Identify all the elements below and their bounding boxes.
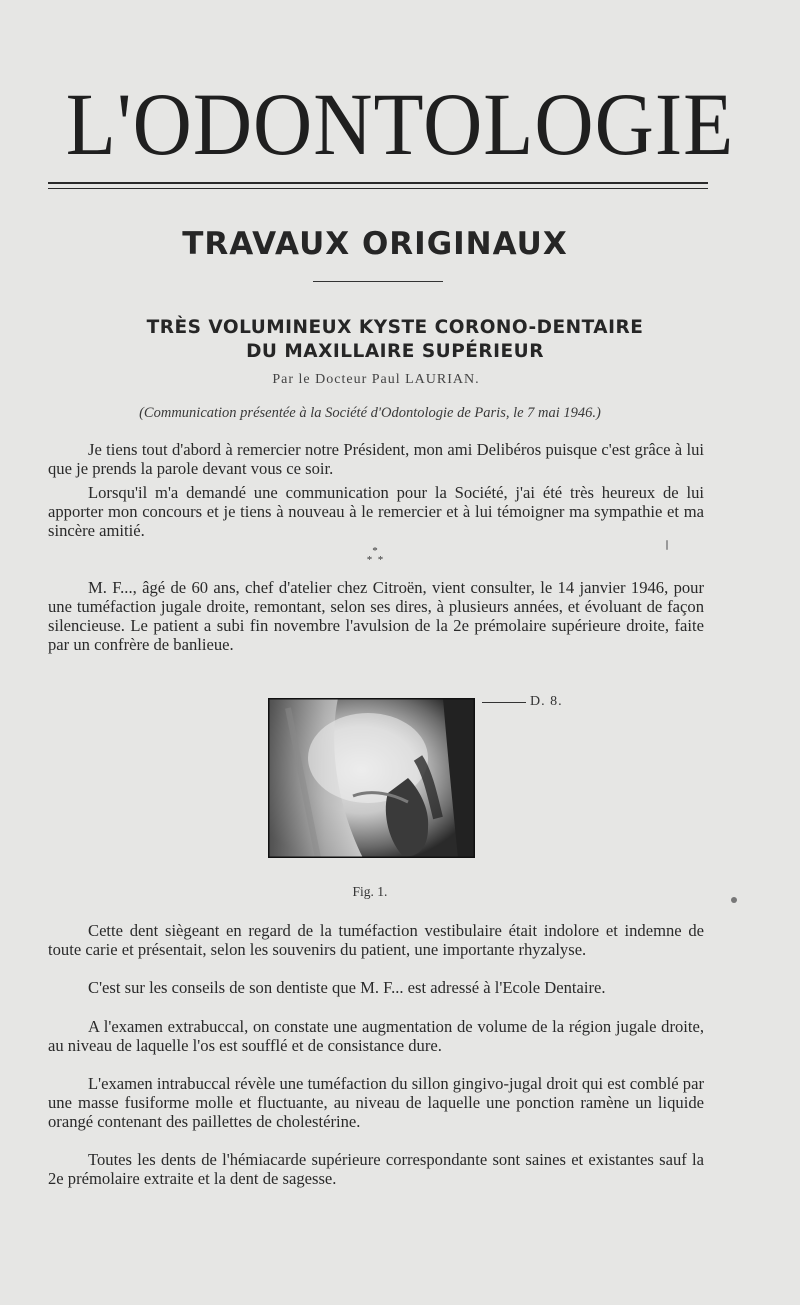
- paragraph-3: [48, 578, 704, 654]
- paragraph-text: Toutes les dents de l'hémiacarde supérieure correspondante sont saines et existantes sauf la 2e prémolaire extraite et la dent de sagesse.: [48, 1150, 704, 1188]
- paragraph-text: L'examen intrabuccal révèle une tuméfaction du sillon gingivo-jugal droit qui est comblé par une masse fusiforme molle et fluctuante, au niveau de laquelle une ponction ramène un liquide orangé contenant des paillettes de cholestérine.: [48, 1074, 704, 1131]
- paragraph-6: [48, 1017, 704, 1055]
- section-title: TRAVAUX ORIGINAUX: [182, 226, 568, 262]
- figure-caption: Fig. 1.: [352, 884, 388, 899]
- paragraph-text: Lorsqu'il m'a demandé une communication pour la Société, j'ai été très heureux de lui apporter mon concours et je tiens à nouveau à le remercier et à lui témoigner ma sympathie et ma sincère amitié.: [48, 483, 704, 540]
- radiograph-figure: [268, 698, 475, 858]
- journal-masthead: L'ODONTOLOGIE: [65, 75, 735, 174]
- paragraph-text: A l'examen extrabuccal, on constate une augmentation de volume de la région jugale droite, au niveau de laquelle l'os est soufflé et de consistance dure.: [48, 1017, 704, 1055]
- paragraph-1: [48, 440, 704, 478]
- article-title: [40, 316, 750, 364]
- paragraph-text: M. F..., âgé de 60 ans, chef d'atelier chez Citroën, vient consulter, le 14 janvier 1946, pour une tuméfaction jugale droite, remontant, selon ses dires, à plusieurs années, et évoluant de façon silencieuse. Le patient a subi fin novembre l'avulsion de la 2e prémolaire supérieure droite, faite par un confrère de banlieue.: [48, 578, 704, 654]
- communication-note: (Communication présentée à la Société d'Odontologie de Paris, le 7 mai 1946.): [139, 405, 601, 421]
- radiograph-image: [268, 698, 475, 858]
- paragraph-text: C'est sur les conseils de son dentiste que M. F... est adressé à l'Ecole Dentaire.: [88, 978, 606, 997]
- article-byline: Par le Docteur Paul LAURIAN.: [272, 372, 480, 387]
- masthead-rule: [48, 182, 708, 189]
- paper-speck: [731, 897, 737, 903]
- paragraph-text: Je tiens tout d'abord à remercier notre Président, mon ami Delibéros puisque c'est grâce à lui que je prends la parole devant vous ce soir.: [48, 440, 704, 478]
- figure-label-line: [482, 702, 526, 703]
- paragraph-text: Cette dent siègeant en regard de la tuméfaction vestibulaire était indolore et indemne de toute carie et présentait, selon les souvenirs du patient, une importante rhyzalyse.: [48, 921, 704, 959]
- article-title-line-1: TRÈS VOLUMINEUX KYSTE CORONO-DENTAIRE: [146, 317, 644, 338]
- paper-speck: [666, 540, 668, 550]
- paragraph-2: [48, 483, 704, 540]
- paragraph-4: [48, 921, 704, 959]
- article-title-line-2: DU MAXILLAIRE SUPÉRIEUR: [246, 341, 544, 362]
- figure-label: D. 8.: [530, 694, 563, 709]
- section-rule: [313, 281, 443, 282]
- paragraph-7: [48, 1074, 704, 1131]
- paragraph-8: [48, 1150, 704, 1188]
- paragraph-5: [48, 978, 704, 997]
- asterism-separator: * * *: [366, 545, 384, 566]
